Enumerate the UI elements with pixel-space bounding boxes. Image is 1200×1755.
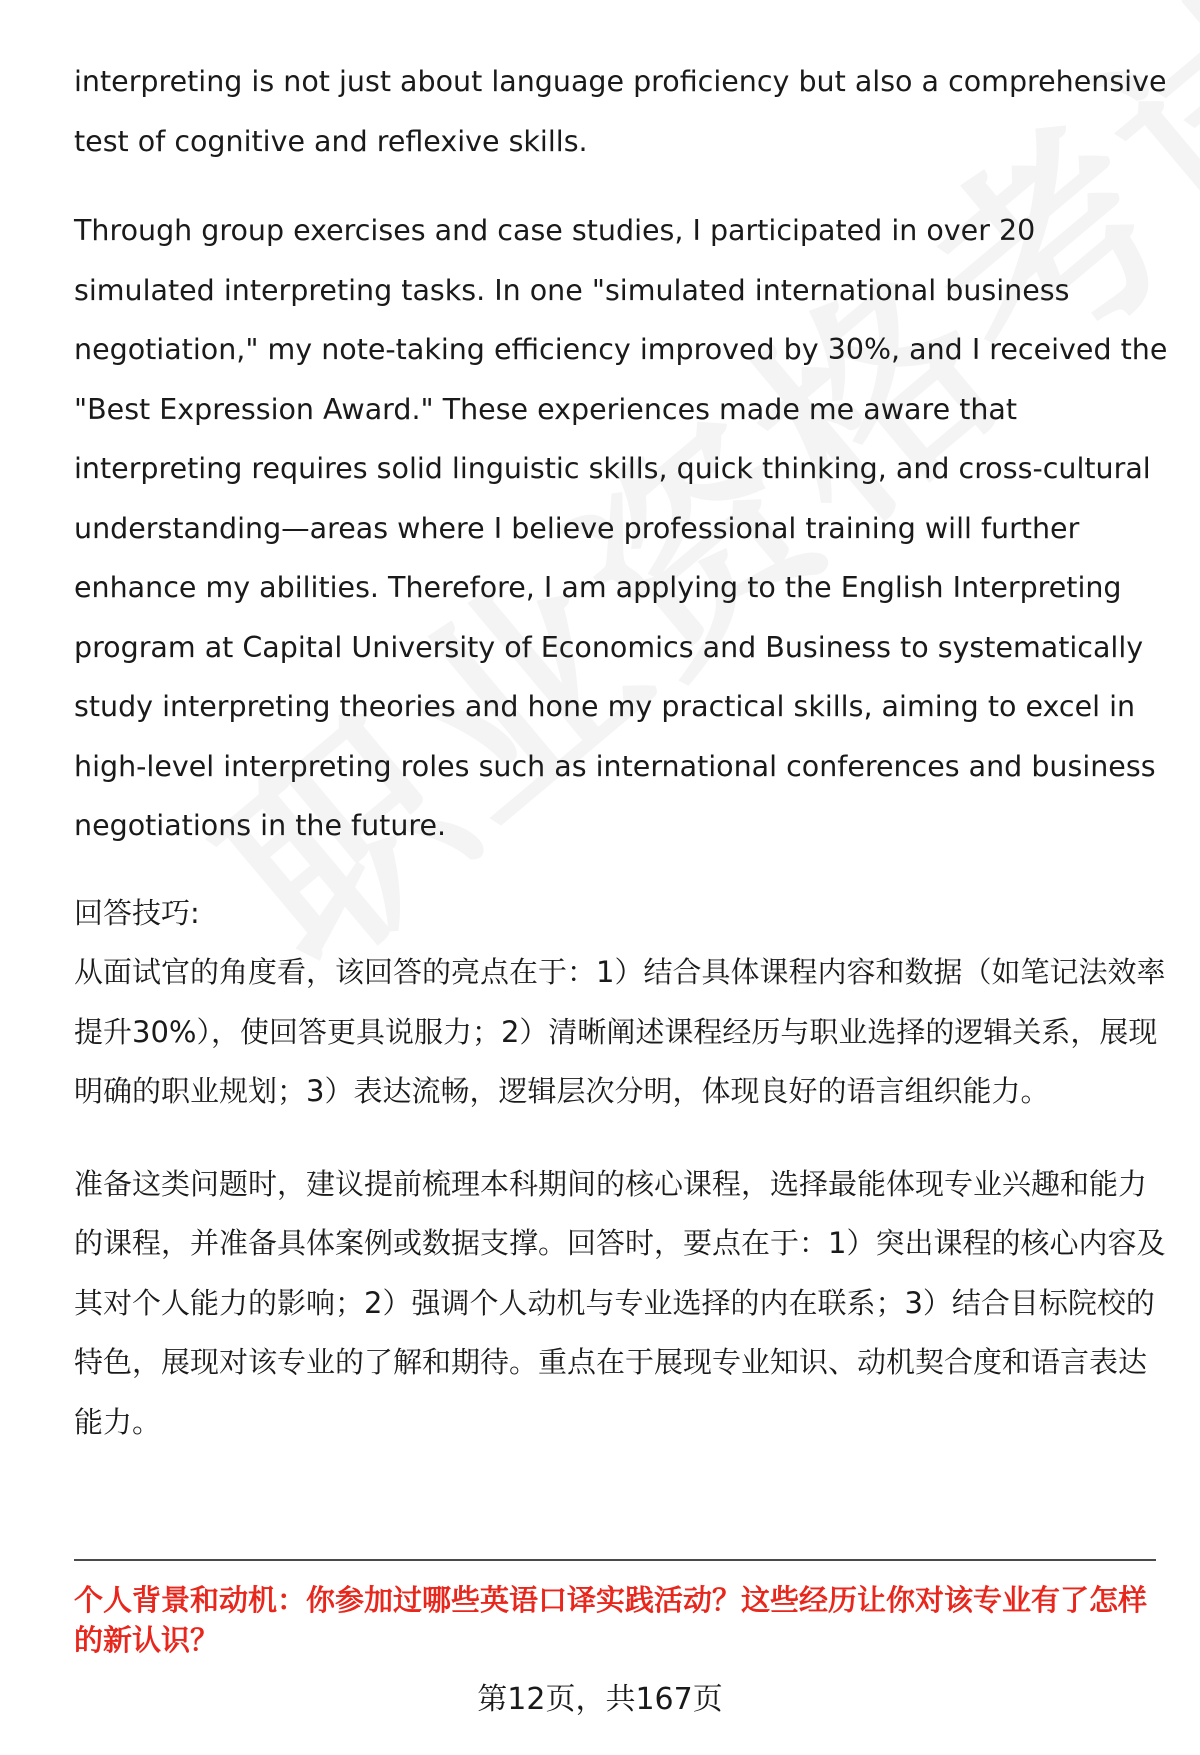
answer-paragraph-1: interpreting is not just about language proficiency but also a comprehensive test of cognitive and reflexive skills. xyxy=(74,65,1167,158)
tips-label: 回答技巧: xyxy=(74,895,200,930)
page-content xyxy=(74,52,1174,1452)
tips-paragraph-1: 从面试官的角度看，该回答的亮点在于：1）结合具体课程内容和数据（如笔记法效率提升30%），使回答更具说服力；2）清晰阐述课程经历与职业选择的逻辑关系，展现明确的职业规划；3）表达流畅，逻辑层次分明，体现良好的语言组织能力。 xyxy=(74,955,1166,1108)
page-number: 第12页，共167页 xyxy=(477,1682,723,1717)
question-heading: 个人背景和动机：你参加过哪些英语口译实践活动？这些经历让你对该专业有了怎样的新认识？ xyxy=(74,1583,1148,1657)
section-divider xyxy=(74,1559,1156,1561)
answer-paragraph-2: Through group exercises and case studies, I participated in over 20 simulated interpreting tasks. In one "simulated international business negotiation," my note-taking efficiency improved by 30%, and I received the "Best Expression Award." These experiences made me aware that interpreting requires solid linguistic skills, quick thinking, and cross-cultural understanding—areas where I believe professional training will further enhance my abilities. Therefore, I am applying to the English Interpreting program at Capital University of Economics and Business to systematically study interpreting theories and hone my practical skills, aiming to excel in high-level interpreting roles such as international conferences and business negotiations in the future. xyxy=(74,214,1168,842)
tips-paragraph-2: 准备这类问题时，建议提前梳理本科期间的核心课程，选择最能体现专业兴趣和能力的课程，并准备具体案例或数据支撑。回答时，要点在于：1）突出课程的核心内容及其对个人能力的影响；2）强调个人动机与专业选择的内在联系；3）结合目标院校的特色，展现对该专业的了解和期待。重点在于展现专业知识、动机契合度和语言表达能力。 xyxy=(74,1166,1166,1439)
